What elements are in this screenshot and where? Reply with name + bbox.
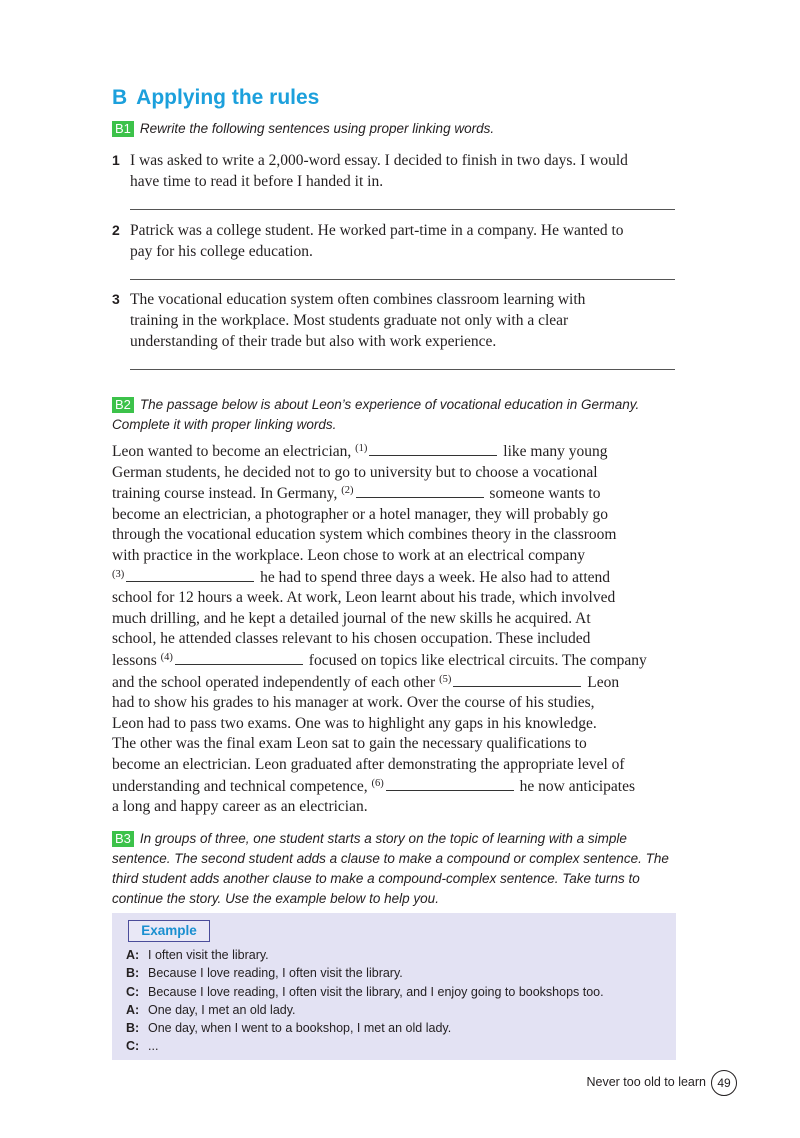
dialogue-line	[126, 1019, 604, 1037]
passage-line: lessons	[112, 651, 157, 669]
section-heading	[112, 86, 319, 110]
passage-line: like many young	[503, 443, 608, 460]
passage-line	[112, 776, 680, 798]
passage-line: he had to spend three days a week. He also had to attend	[260, 568, 611, 586]
question-number: 1	[112, 152, 120, 168]
passage-line: Leon had to pass two exams. One was to highlight any gaps in his knowledge.	[112, 714, 597, 732]
b1-instruction: B1 Rewrite the following sentences using proper linking words.	[112, 119, 494, 139]
passage-line: The other was the final exam Leon sat to gain the necessary qualifications to	[112, 735, 587, 753]
passage-line: school for 12 hours a week. At work, Leon learnt about his trade, which involved	[112, 589, 616, 607]
blank-6[interactable]	[386, 776, 514, 791]
passage-line	[112, 650, 680, 672]
speaker-label: B:	[126, 1021, 140, 1036]
passage-line	[112, 567, 680, 589]
passage-line: understanding and technical competence,	[112, 777, 368, 795]
b3-instruction: B3 In groups of three, one student starts a story on the topic of learning with a simple sentence. The second student adds a clause to make a compound or complex sentence. The third student adds another clause to make a compound-complex sentence. Take turns to continue the story. Use the example below to help you.	[112, 831, 669, 906]
answer-line-1[interactable]	[130, 209, 675, 210]
passage-line: a long and happy career as an electrician.	[112, 798, 368, 816]
dialogue-line	[126, 946, 604, 964]
passage-line: Leon wanted to become an electrician,	[112, 443, 352, 460]
passage-line	[112, 441, 680, 463]
dialogue-line	[126, 964, 604, 982]
blank-4[interactable]	[175, 650, 303, 665]
speaker-label: C:	[126, 1039, 140, 1054]
speaker-label: A:	[126, 1002, 140, 1017]
question-3: 3 The vocational education system often combines classroom learning with training in the workplace. Most students graduate not only with a clear understanding of their trade but also with work experience.	[112, 291, 586, 350]
passage-line: German students, he decided not to go to university but to choose a vocational	[112, 463, 598, 481]
dialogue-text: Because I love reading, I often visit the library.	[148, 966, 403, 981]
passage-line: become an electrician, a photographer or a hotel manager, they will probably go	[112, 505, 609, 523]
passage-line	[112, 672, 680, 694]
b1-tag: B1	[112, 121, 134, 137]
blank-number: (6)	[371, 777, 384, 789]
passage-line: through the vocational education system which combines theory in the classroom	[112, 526, 617, 544]
dialogue-text: ...	[148, 1039, 159, 1054]
answer-line-3[interactable]	[130, 369, 675, 370]
speaker-label: B:	[126, 966, 140, 981]
question-number: 2	[112, 222, 120, 238]
dialogue-line	[126, 983, 604, 1001]
question-2: 2 Patrick was a college student. He worked part-time in a company. He wanted to pay for his college education.	[112, 222, 624, 260]
passage-line: he now anticipates	[519, 777, 636, 795]
blank-number: (5)	[439, 673, 452, 685]
blank-1[interactable]	[369, 441, 497, 456]
passage-line: had to show his grades to his manager at work. Over the course of his studies,	[112, 694, 595, 712]
dialogue-line	[126, 1037, 604, 1055]
dialogue-text: One day, I met an old lady.	[148, 1002, 296, 1017]
example-dialogue	[126, 946, 604, 1056]
blank-3[interactable]	[126, 567, 254, 582]
passage-line: with practice in the workplace. Leon chose to work at an electrical company	[112, 546, 585, 564]
blank-number: (4)	[160, 651, 173, 663]
blank-5[interactable]	[453, 672, 581, 687]
blank-2[interactable]	[356, 483, 484, 498]
dialogue-line	[126, 1001, 604, 1019]
passage-line	[112, 483, 680, 505]
b3-tag: B3	[112, 831, 134, 847]
speaker-label: C:	[126, 984, 140, 999]
dialogue-text: I often visit the library.	[148, 948, 269, 962]
b2-instruction: B2 The passage below is about Leon’s experience of vocational education in Germany. Complete it with proper linking words.	[112, 397, 640, 432]
answer-line-2[interactable]	[130, 279, 675, 280]
dialogue-text: One day, when I went to a bookshop, I met an old lady.	[148, 1021, 452, 1036]
page-number: 49	[711, 1070, 737, 1096]
b2-tag: B2	[112, 397, 134, 413]
passage-line: become an electrician. Leon graduated after demonstrating the appropriate level of	[112, 755, 625, 773]
passage-line: Leon	[587, 673, 620, 691]
blank-number: (3)	[112, 568, 125, 580]
example-label: Example	[128, 920, 210, 942]
section-title: Applying the rules	[136, 86, 320, 109]
passage-line: school, he attended classes relevant to his chosen occupation. These included	[112, 630, 591, 648]
speaker-label: A:	[126, 948, 140, 962]
blank-number: (2)	[341, 485, 354, 497]
passage-line: focused on topics like electrical circuits. The company	[308, 651, 647, 669]
footer-title: Never too old to learn	[586, 1075, 706, 1089]
question-number: 3	[112, 291, 120, 307]
passage-line: training course instead. In Germany,	[112, 485, 338, 503]
dialogue-text: Because I love reading, I often visit the library, and I enjoy going to bookshops too.	[148, 984, 604, 999]
section-letter: B	[112, 86, 128, 109]
blank-number: (1)	[355, 443, 368, 454]
question-1: 1 I was asked to write a 2,000-word essay. I decided to finish in two days. I would have time to read it before I handed it in.	[112, 152, 628, 190]
passage-line: much drilling, and he kept a detailed journal of the new skills he acquired. At	[112, 609, 591, 627]
passage	[112, 441, 680, 818]
example-box	[112, 913, 676, 1060]
passage-line: and the school operated independently of each other	[112, 673, 436, 691]
passage-line: someone wants to	[489, 485, 601, 503]
